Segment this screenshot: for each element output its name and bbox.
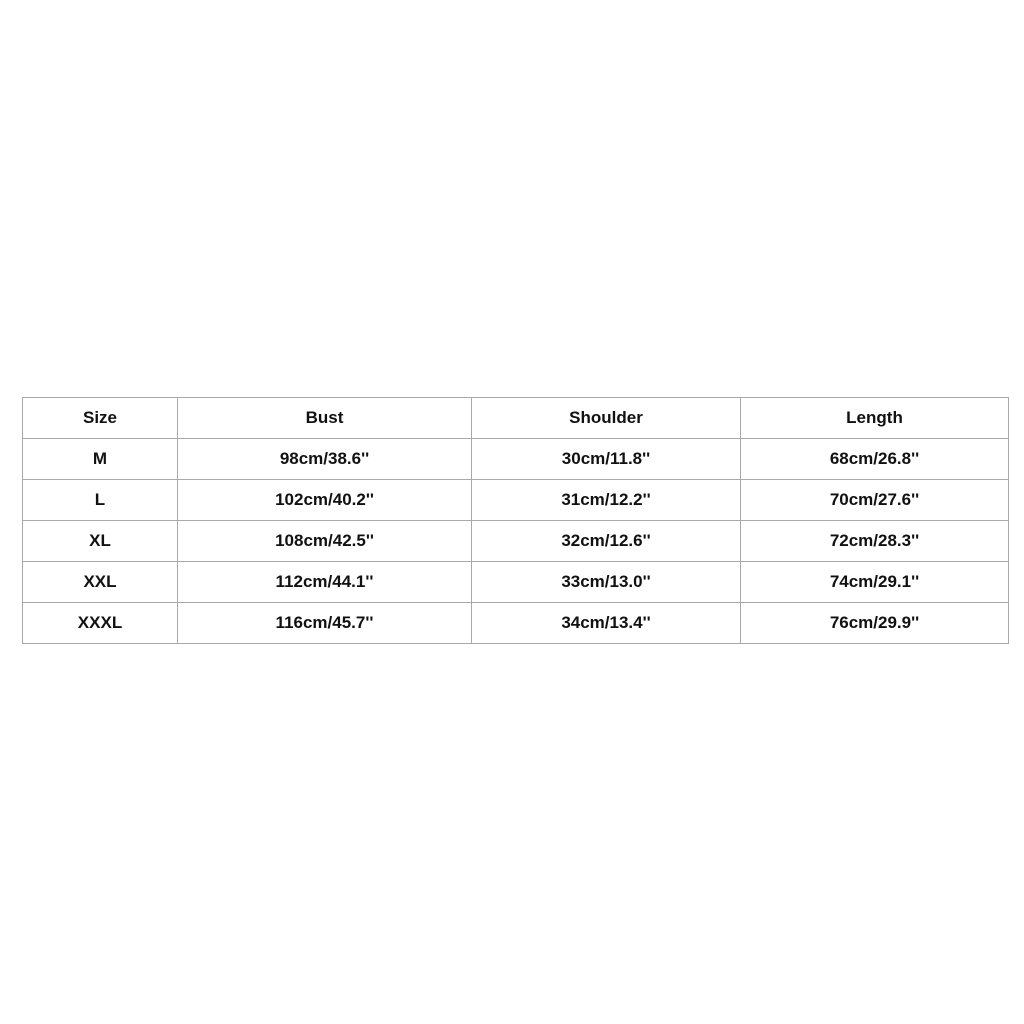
table-row	[23, 480, 1009, 521]
size-chart-table	[22, 397, 1009, 644]
cell-bust: 102cm/40.2''	[178, 480, 472, 521]
cell-shoulder: 34cm/13.4''	[472, 603, 741, 644]
header-size: Size	[23, 398, 178, 439]
cell-length: 70cm/27.6''	[741, 480, 1009, 521]
table-row	[23, 439, 1009, 480]
cell-length: 68cm/26.8''	[741, 439, 1009, 480]
cell-shoulder: 31cm/12.2''	[472, 480, 741, 521]
cell-size: L	[23, 480, 178, 521]
cell-size: XL	[23, 521, 178, 562]
cell-shoulder: 32cm/12.6''	[472, 521, 741, 562]
cell-size: XXL	[23, 562, 178, 603]
table-row	[23, 562, 1009, 603]
cell-length: 76cm/29.9''	[741, 603, 1009, 644]
table-row	[23, 521, 1009, 562]
cell-bust: 116cm/45.7''	[178, 603, 472, 644]
header-length: Length	[741, 398, 1009, 439]
cell-bust: 98cm/38.6''	[178, 439, 472, 480]
cell-length: 74cm/29.1''	[741, 562, 1009, 603]
cell-size: M	[23, 439, 178, 480]
cell-shoulder: 30cm/11.8''	[472, 439, 741, 480]
header-shoulder: Shoulder	[472, 398, 741, 439]
cell-bust: 108cm/42.5''	[178, 521, 472, 562]
cell-bust: 112cm/44.1''	[178, 562, 472, 603]
cell-shoulder: 33cm/13.0''	[472, 562, 741, 603]
table-row	[23, 603, 1009, 644]
cell-length: 72cm/28.3''	[741, 521, 1009, 562]
cell-size: XXXL	[23, 603, 178, 644]
header-bust: Bust	[178, 398, 472, 439]
header-row	[23, 398, 1009, 439]
